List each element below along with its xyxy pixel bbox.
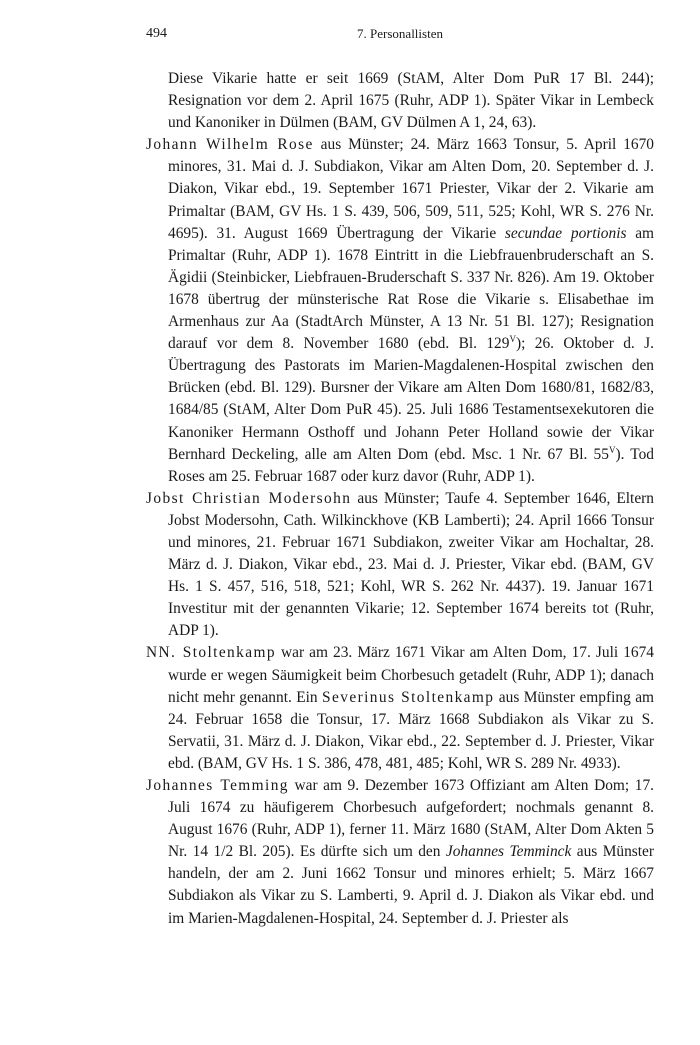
entry-name: Johann Wilhelm Rose: [146, 136, 314, 154]
entry-italic: secundae portionis: [504, 224, 627, 242]
entry-stoltenkamp: [146, 642, 654, 775]
entry-superscript: V: [509, 334, 516, 344]
entry-name: Johannes Temming: [146, 777, 289, 794]
entry-rose: [146, 134, 654, 488]
entry-text: ). Tod Roses am 25. Februar 1687 oder kurz davor (Ruhr, ADP 1).: [168, 445, 654, 485]
page-number: 494: [146, 26, 167, 41]
entry-text: aus Münster; 24. März 1663 Tonsur, 5. April 1670 minores, 31. Mai d. J. Subdiakon, Vikar am Alten Dom, 20. September d. J. Diakon, Vikar ebd., 19. September 1671 Priester, Vikar der 2. Vikarie am Primaltar (BAM, GV Hs. 1 S. 439, 506, 509, 511, 525; Kohl, WR S. 276 Nr. 4695). 31. August 1669 Übertragung der Vikarie: [168, 136, 654, 242]
entry-text: ); 26. Oktober d. J. Übertragung des Pastorats im Marien-Magdalenen-Hospital zwischen den Brücken (ebd. Bl. 129). Bursner der Vikare am Alten Dom 1680/81, 1682/83, 1684/85 (StAM, Alter Dom PuR 45). 25. Juli 1686 Testamentsexekutoren die Kanoniker Hermann Osthoff und Johann Peter Holland sowie der Vikar Bernhard Deckeling, alle am Alten Dom (ebd. Msc. 1 Nr. 67 Bl. 55: [168, 335, 654, 463]
entry-spaced-name: Severinus Stoltenkamp: [322, 688, 495, 706]
entry-italic: Johannes Temminck: [445, 843, 572, 861]
entry-text: am Primaltar (Ruhr, ADP 1). 1678 Eintritt in die Liebfrauenbruderschaft an S. Ägidii (Steinbicker, Liebfrauen-Bruderschaft S. 337 Nr. 826). Am 19. Oktober 1678 übertrug der münsterische Rat Rose die Vikarie s. Elisabethae im Armenhaus zur Aa (StadtArch Münster, A 13 Nr. 51 Bl. 127); Resignation darauf vor dem 8. November 1680 (ebd. Bl. 129: [168, 224, 655, 353]
page-header: [146, 26, 654, 50]
entry-temming: [146, 775, 654, 930]
entry-name: Jobst Christian Modersohn: [146, 489, 352, 507]
entry-text: aus Münster empfing am 24. Februar 1658 die Tonsur, 17. März 1668 Subdiakon als Vikar zu S. Servatii, 31. März d. J. Diakon, Vikar ebd., 22. September d. J. Priester, Vikar ebd. (BAM, GV Hs. 1 S. 386, 478, 481, 485; Kohl, WR S. 289 Nr. 4933).: [168, 688, 654, 772]
entry-text: war am 9. Dezember 1673 Offiziant am Alten Dom; 17. Juli 1674 zu häufigerem Chorbesuch aufgefordert; nochmals genannt 8. August 1676 (Ruhr, ADP 1), ferner 11. März 1680 (StAM, Alter Dom Akten 5 Nr. 14 1/2 Bl. 205). Es dürfte sich um den: [168, 777, 654, 861]
entry-superscript: V: [608, 444, 616, 455]
entry-continuation: [146, 68, 654, 134]
entry-text: Diese Vikarie hatte er seit 1669 (StAM, Alter Dom PuR 17 Bl. 244); Resignation vor dem 2. April 1675 (Ruhr, ADP 1). Später Vikar in Lembeck und Kanoniker in Dülmen (BAM, GV Dülmen A 1, 24, 63).: [168, 70, 654, 132]
page-body: [146, 68, 654, 930]
entry-modersohn: [146, 488, 654, 643]
entry-name: NN. Stoltenkamp: [146, 644, 276, 662]
entry-text: war am 23. März 1671 Vikar am Alten Dom, 17. Juli 1674 wurde er wegen Säumigkeit beim Chorbesuch getadelt (Ruhr, ADP 1); danach nicht mehr genannt. Ein: [168, 644, 654, 706]
entry-text: aus Münster handeln, der am 2. Juni 1662 Tonsur und minores erhielt; 5. März 1667 Subdiakon als Vikar zu S. Lamberti, 9. April d. J. Diakon als Vikar ebd. und im Marien-Magdalenen-Hospital, 24. September d. J. Priester als: [168, 843, 654, 927]
running-head: 7. Personallisten: [357, 26, 443, 41]
entry-text: aus Münster; Taufe 4. September 1646, Eltern Jobst Modersohn, Cath. Wilkinckhove (KB Lamberti); 24. April 1666 Tonsur und minores, 21. Februar 1671 Subdiakon, zweiter Vikar am Hochaltar, 28. März d. J. Diakon, Vikar ebd., 23. Mai d. J. Priester, Vikar ebd. (BAM, GV Hs. 1 S. 457, 516, 518, 521; Kohl, WR S. 262 Nr. 4437). 19. Januar 1671 Investitur mit der genannten Vikarie; 12. September 1674 bereits tot (Ruhr, ADP 1).: [168, 489, 654, 640]
